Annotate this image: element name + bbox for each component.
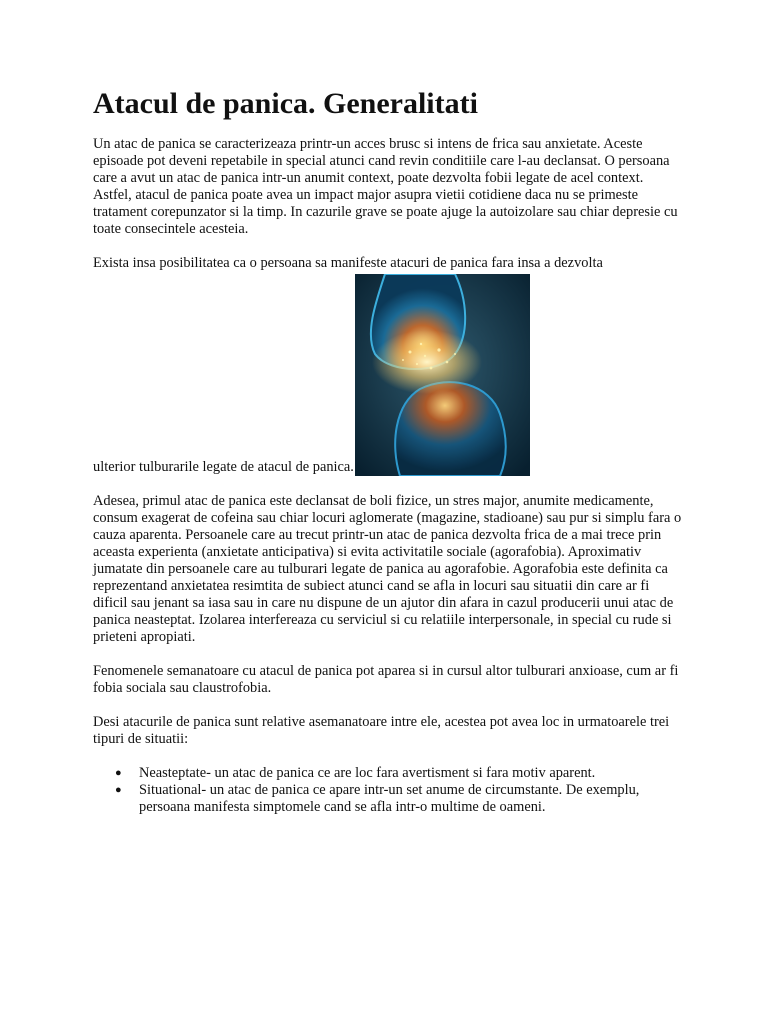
paragraph-with-image xyxy=(93,255,683,476)
paragraph-intro: Un atac de panica se caracterizeaza printr-un acces brusc si intens de frica sau anxietate. Aceste episoade pot deveni repetabile in special atunci cand revin conditiile care l-au declansat. O persoana care a avut un atac de panica intr-un anumit context, poate dezvolta fobii legate de acel context. Astfel, atacul de panica poate avea un impact major asupra vietii cotidiene daca nu se primeste tratament corepunzator si la timp. In cazurile grave se poate ajuge la autoizolare sau chiar depresie cu toate consecintele acesteia. xyxy=(93,136,678,237)
image-line xyxy=(93,272,683,476)
list-item xyxy=(115,765,683,782)
paragraph-types-intro: Desi atacurile de panica sunt relative asemanatoare intre ele, acestea pot avea loc in urmatoarele trei tipuri de situatii: xyxy=(93,714,670,747)
synapse-image xyxy=(355,274,530,476)
paragraph-image-before: Exista insa posibilitatea ca o persoana sa manifeste atacuri de panica fara insa a dezvolta xyxy=(93,255,603,271)
document-page xyxy=(93,86,683,816)
page-title: Atacul de panica. Generalitati xyxy=(93,87,478,120)
list-item-text: Situational- un atac de panica ce apare intr-un set anume de circumstante. De exemplu, persoana manifesta simptomele cand se afla intr-o multime de oameni. xyxy=(139,782,640,815)
situation-list xyxy=(93,765,683,816)
list-item xyxy=(115,782,683,816)
bullet-icon: ● xyxy=(115,784,122,796)
paragraph-image-after: ulterior tulburarile legate de atacul de panica. xyxy=(93,459,354,475)
paragraph-causes: Adesea, primul atac de panica este declansat de boli fizice, un stres major, anumite medicamente, consum exagerat de cofeina sau chiar locuri aglomerate (magazine, stadioane) sau pur si simplu fara o cauza aparenta. Persoanele care au trecut printr-un atac de panica dezvolta frica de a mai trece prin aceasta experienta (anxietate anticipativa) si evita activitatile sociale (agorafobia). Aproximativ jumatate din persoanele care au tulburari legate de panica au agorafobie. Agorafobia este definita ca reprezentand anxietatea resimtita de subiect atunci cand se afla in locuri sau situatii din care ar fi dificil sau jenant sa iasa sau in care nu dispune de un ajutor din afara in cazul producerii unui atac de panica neasteptat. Izolarea interfereaza cu serviciul si cu relatiile interpersonale, in special cu rude si prieteni apropiati. xyxy=(93,493,682,645)
list-item-text: Neasteptate- un atac de panica ce are loc fara avertisment si fara motiv aparent. xyxy=(139,765,596,781)
paragraph-similar: Fenomenele semanatoare cu atacul de panica pot aparea si in cursul altor tulburari anxioase, cum ar fi fobia sociala sau claustrofobia. xyxy=(93,663,679,696)
bullet-icon: ● xyxy=(115,767,122,779)
